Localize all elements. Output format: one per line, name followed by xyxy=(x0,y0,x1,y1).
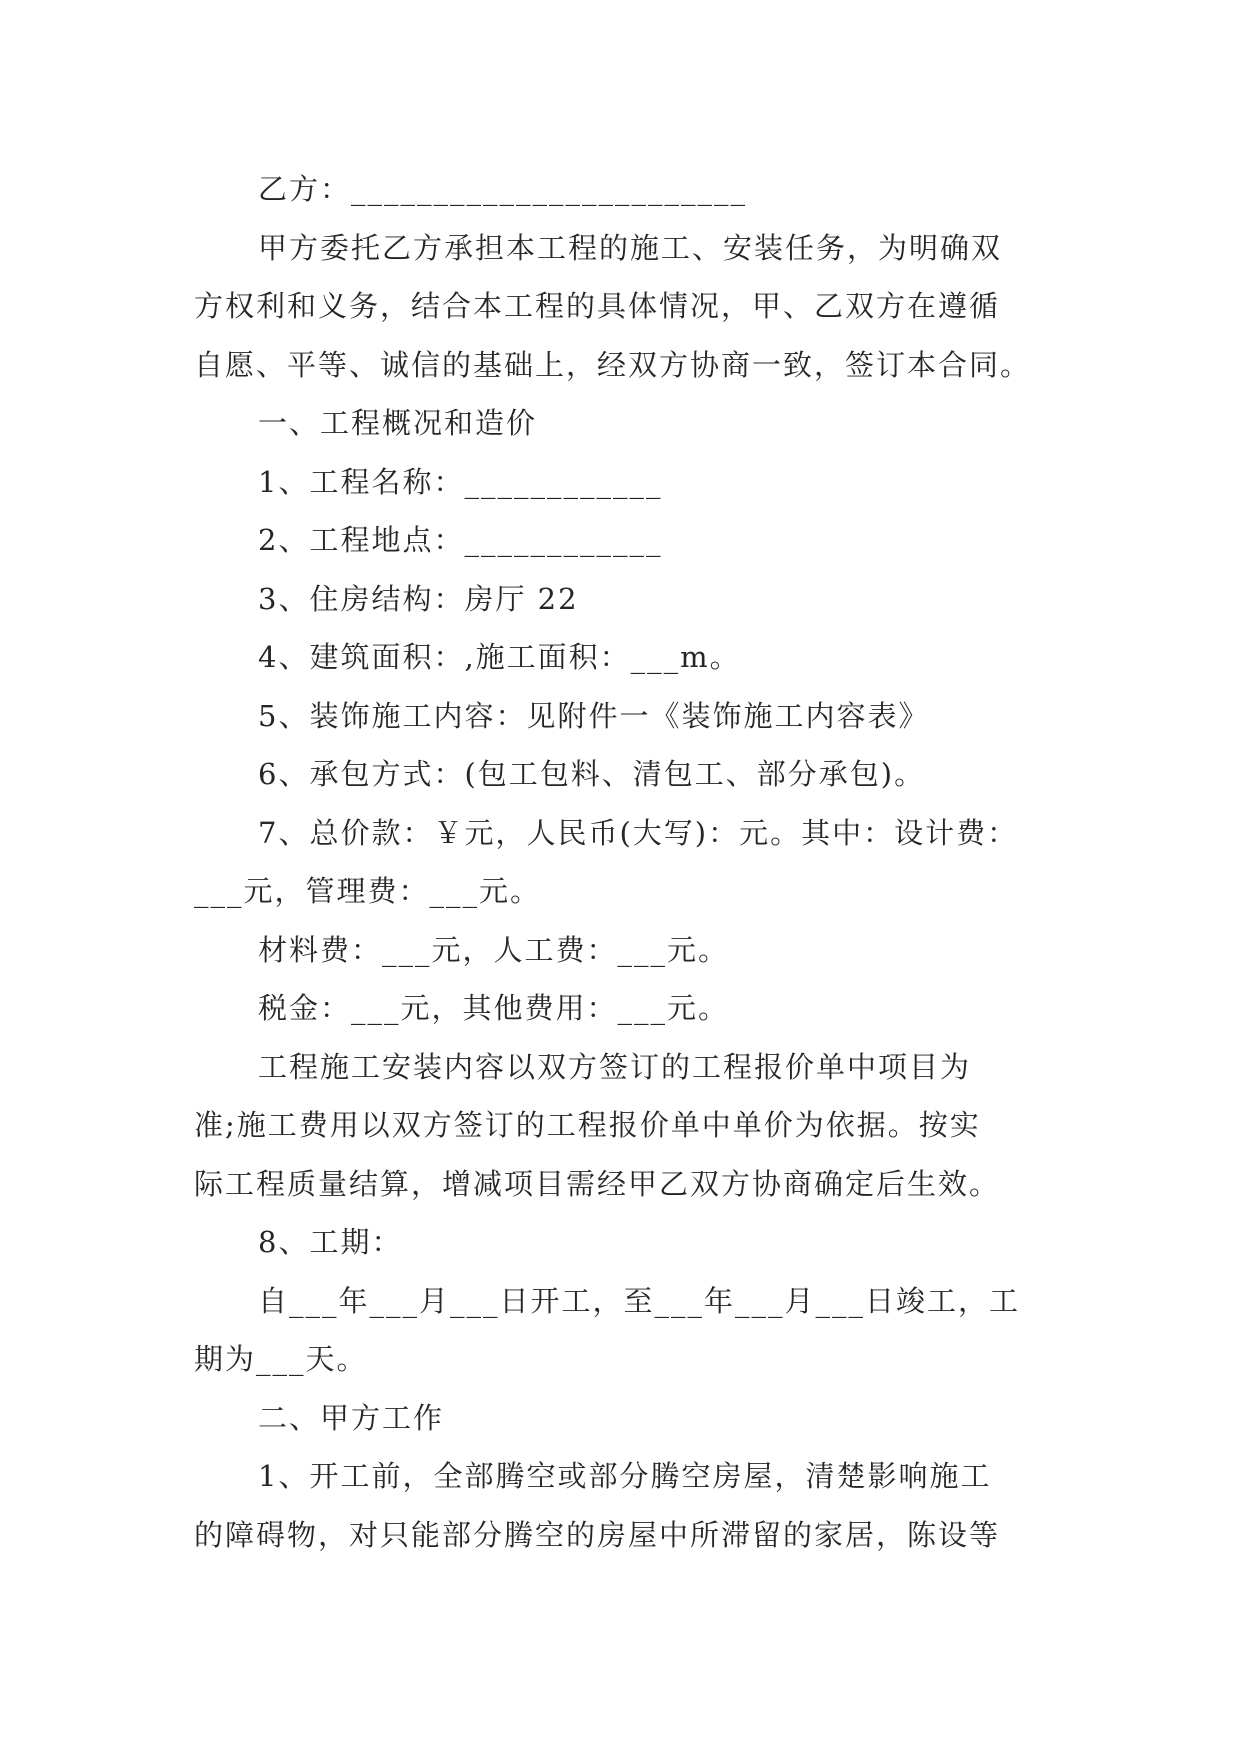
list-item: 2、工程地点：____________ xyxy=(258,523,663,557)
list-item-continued: 的障碍物，对只能部分腾空的房屋中所滞留的家居，陈设等 xyxy=(194,1517,1001,1552)
list-item: 1、开工前，全部腾空或部分腾空房屋，清楚影响施工 xyxy=(258,1459,992,1493)
paragraph-line: 自___年___月___日开工，至___年___月___日竣工，工 xyxy=(258,1283,1021,1318)
paragraph-line: 际工程质量结算，增减项目需经甲乙双方协商确定后生效。 xyxy=(194,1166,1001,1201)
paragraph-line: 税金：___元，其他费用：___元。 xyxy=(258,991,730,1025)
document-body xyxy=(194,160,1074,1564)
section-heading: 一、工程概况和造价 xyxy=(258,406,538,440)
paragraph-line: 准;施工费用以双方签订的工程报价单中单价为依据。按实 xyxy=(194,1108,981,1142)
list-item: 7、总价款：￥元，人民币(大写)：元。其中：设计费： xyxy=(258,815,1019,850)
list-item: 6、承包方式：(包工包料、清包工、部分承包)。 xyxy=(258,757,926,791)
paragraph-line: 甲方委托乙方承担本工程的施工、安装任务，为明确双 xyxy=(258,230,1003,265)
paragraph-line: 期为___天。 xyxy=(194,1342,368,1376)
list-item: 1、工程名称：____________ xyxy=(258,464,663,499)
list-item: 8、工期： xyxy=(258,1225,403,1259)
section-heading: 二、甲方工作 xyxy=(258,1400,445,1435)
party-b-line: 乙方：________________________ xyxy=(258,172,748,206)
list-item: 3、住房结构：房厅 22 xyxy=(258,581,579,616)
paragraph-line: 工程施工安装内容以双方签订的工程报价单中项目为 xyxy=(258,1049,972,1084)
list-item: 5、装饰施工内容：见附件一《装饰施工内容表》 xyxy=(258,698,930,733)
paragraph-line: 方权利和义务，结合本工程的具体情况，甲、乙双方在遵循 xyxy=(194,289,1001,323)
list-item: 4、建筑面积：,施工面积：___m。 xyxy=(258,640,741,674)
list-item-continued: ___元，管理费：___元。 xyxy=(194,874,542,908)
paragraph-line: 自愿、平等、诚信的基础上，经双方协商一致，签订本合同。 xyxy=(194,347,1032,382)
paragraph-line: 材料费：___元，人工费：___元。 xyxy=(258,932,730,967)
